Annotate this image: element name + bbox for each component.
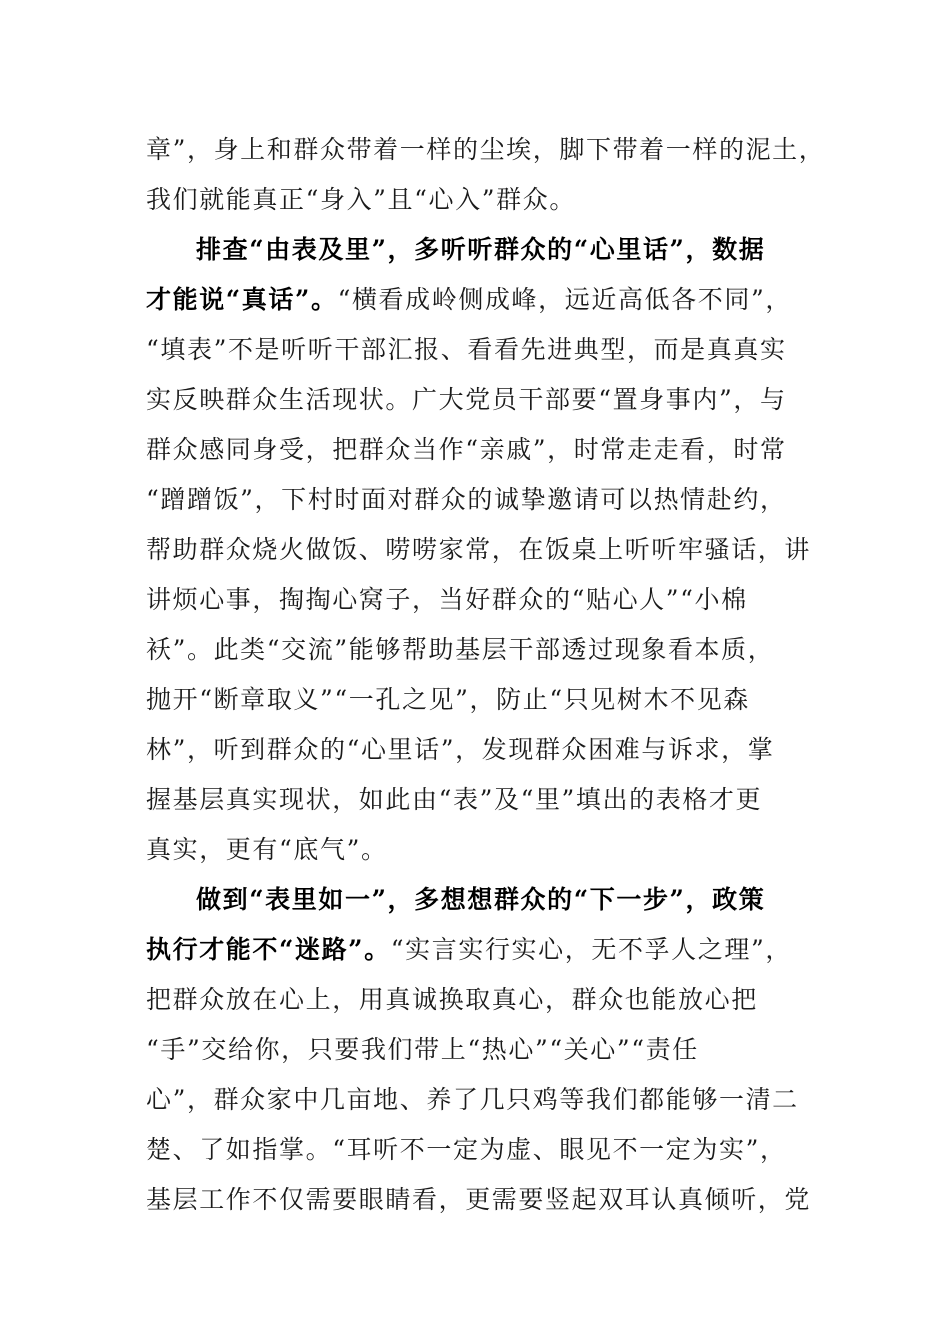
bold-lead: 做到“表里如一”，多想想群众的“下一步”，政策 <box>196 885 766 914</box>
text-line <box>146 1084 806 1116</box>
heading-line <box>146 284 806 316</box>
text-line <box>146 684 806 716</box>
bold-lead: 才能说“真话”。 <box>146 285 338 314</box>
text-line <box>146 384 806 416</box>
line-text: 楚、了如指掌。“耳听不一定为虚、眼见不一定为实”， <box>146 1135 787 1164</box>
line-text: 把群众放在心上，用真诚换取真心，群众也能放心把 <box>146 985 758 1014</box>
line-text: 群众感同身受，把群众当作“亲戚”，时常走走看，时常 <box>146 435 787 464</box>
text-line <box>146 434 806 466</box>
bold-lead: 排查“由表及里”，多听听群众的“心里话”，数据 <box>196 235 766 264</box>
text-line <box>146 1134 806 1166</box>
line-text: “手”交给你，只要我们带上“热心”“关心”“责任 <box>146 1035 699 1064</box>
line-text: 讲烦心事，掏掏心窝子，当好群众的“贴心人”“小棉 <box>146 585 748 614</box>
text-line <box>146 134 826 166</box>
line-text: 章”，身上和群众带着一样的尘埃，脚下带着一样的泥土， <box>146 135 826 164</box>
text-line <box>146 1034 806 1066</box>
text-line <box>146 634 806 666</box>
text-line <box>146 1184 812 1216</box>
text-line <box>146 584 806 616</box>
text-line <box>146 984 806 1016</box>
heading-line <box>196 884 856 916</box>
line-text: 基层工作不仅需要眼睛看，更需要竖起双耳认真倾听，党 <box>146 1185 812 1214</box>
line-text: 握基层真实现状，如此由“表”及“里”填出的表格才更 <box>146 785 763 814</box>
text-line <box>146 184 806 216</box>
text-line <box>146 734 806 766</box>
heading-line <box>146 934 806 966</box>
line-text: “实言实行实心，无不孚人之理”， <box>390 935 792 964</box>
line-text: “填表”不是听听干部汇报、看看先进典型，而是真真实 <box>146 335 787 364</box>
line-text: 袄”。此类“交流”能够帮助基层干部透过现象看本质， <box>146 635 775 664</box>
text-line <box>146 534 812 566</box>
line-text: 心”，群众家中几亩地、养了几只鸡等我们都能够一清二 <box>146 1085 799 1114</box>
heading-line <box>196 234 856 266</box>
bold-lead: 执行才能不“迷路”。 <box>146 935 391 964</box>
text-line <box>146 834 806 866</box>
line-text: 实反映群众生活现状。广大党员干部要“置身事内”，与 <box>146 385 787 414</box>
line-text: 我们就能真正“身入”且“心入”群众。 <box>146 185 576 214</box>
line-text: “横看成岭侧成峰，远近高低各不同”， <box>337 285 792 314</box>
line-text: “蹭蹭饭”，下村时面对群众的诚挚邀请可以热情赴约， <box>146 485 787 514</box>
text-line <box>146 484 806 516</box>
line-text: 林”，听到群众的“心里话”，发现群众困难与诉求，掌 <box>146 735 775 764</box>
text-line <box>146 334 806 366</box>
line-text: 帮助群众烧火做饭、唠唠家常，在饭桌上听听牢骚话，讲 <box>146 535 812 564</box>
line-text: 抛开“断章取义”“一孔之见”，防止“只见树木不见森 <box>146 685 750 714</box>
line-text: 真实，更有“底气”。 <box>146 835 388 864</box>
text-line <box>146 784 806 816</box>
